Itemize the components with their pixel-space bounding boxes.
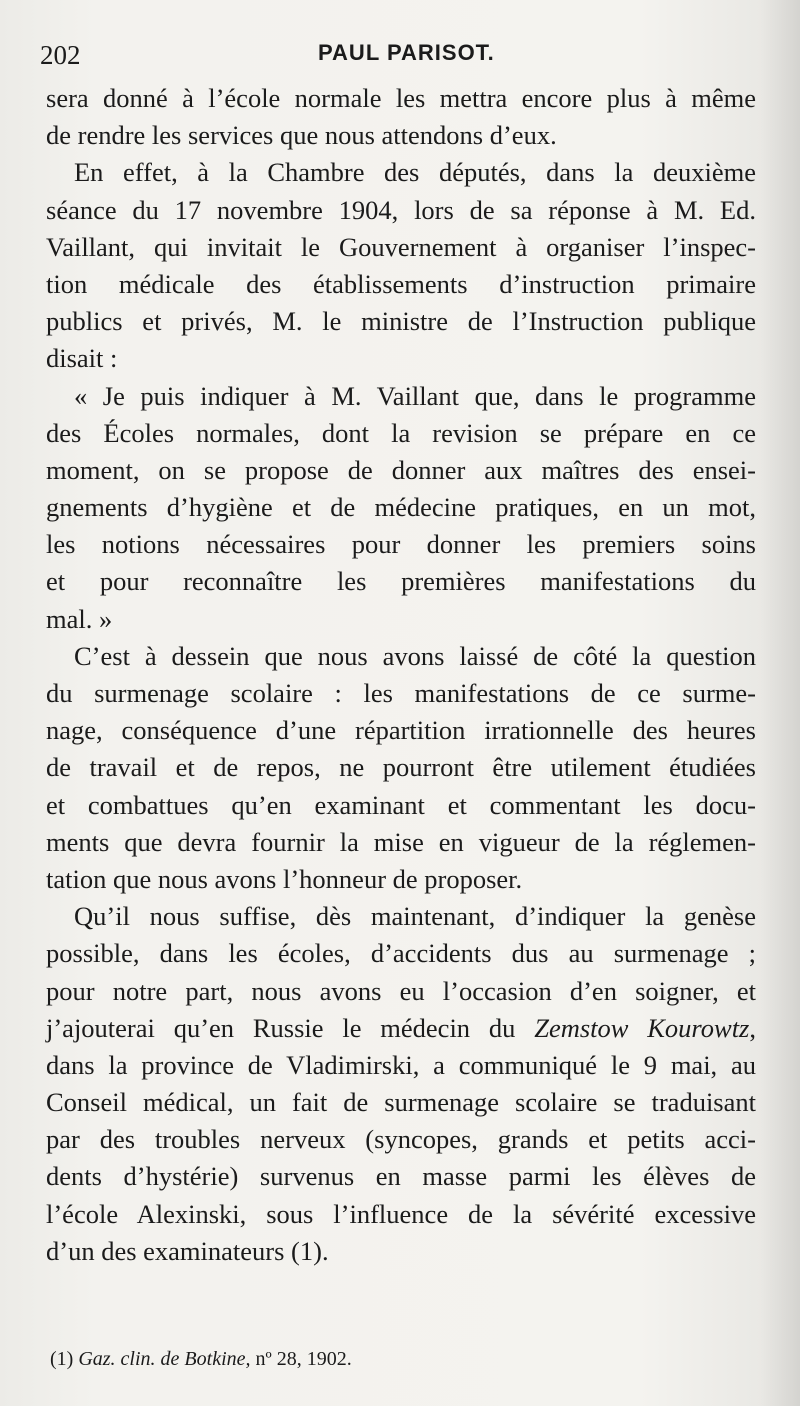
footnote: (1) Gaz. clin. de Botkine, nº 28, 1902. [50, 1348, 352, 1370]
text-line: C’est à dessein que nous avons laissé de côté la question [74, 640, 756, 671]
text-line: les notions nécessaires pour donner les premiers soins [46, 529, 756, 560]
text-line: et combattues qu’en examinant et commentant les docu- [46, 789, 756, 820]
page-edge-shadow [760, 0, 800, 1406]
text-line: de travail et de repos, ne pourront être utilement étudiées [46, 752, 756, 783]
text-line: moment, on se propose de donner aux maîtres des ensei- [46, 454, 756, 485]
text-line: tation que nous avons l’honneur de proposer. [46, 863, 523, 894]
text-line: Qu’il nous suffise, dès maintenant, d’indiquer la genèse [74, 901, 756, 932]
text-line: des Écoles normales, dont la revision se prépare en ce [46, 417, 756, 448]
text-line: de rendre les services que nous attendons d’eux. [46, 120, 557, 151]
running-head: PAUL PARISOT. [318, 40, 495, 65]
text-line: publics et privés, M. le ministre de l’Instruction publique [46, 306, 756, 337]
text-line: ments que devra fournir la mise en vigueur de la réglemen- [46, 826, 756, 857]
footnote-journal-title: Gaz. clin. de Botkine, [78, 1348, 251, 1370]
text-line: Vaillant, qui invitait le Gouvernement à organiser l’inspec- [46, 231, 756, 262]
text-line: l’école Alexinski, sous l’influence de la sévérité excessive [46, 1198, 756, 1229]
text-line: sera donné à l’école normale les mettra encore plus à même [46, 83, 756, 113]
text-line: mal. » [46, 603, 113, 634]
text-line: disait : [46, 343, 118, 374]
italic-name: Zemstow Kourowtz [534, 1012, 750, 1043]
text-line: tion médicale des établissements d’instruction primaire [46, 268, 756, 299]
page-header [40, 30, 760, 70]
text-line: par des troubles nerveux (syncopes, grands et petits acci- [46, 1124, 756, 1155]
body-text [46, 80, 756, 1270]
text-line: possible, dans les écoles, d’accidents dus au surmenage ; [46, 938, 756, 969]
text-line: et pour reconnaître les premières manifestations du [46, 566, 756, 597]
text-line: Conseil médical, un fait de surmenage scolaire se traduisant [46, 1087, 756, 1118]
page-number: 202 [40, 40, 81, 70]
text-line: « Je puis indiquer à M. Vaillant que, dans le programme [74, 380, 756, 411]
text-line: j’ajouterai qu’en Russie le médecin du Zemstow Kourowtz, [46, 1012, 756, 1043]
text-line: séance du 17 novembre 1904, lors de sa réponse à M. Ed. [46, 194, 756, 225]
text-line: gnements d’hygiène et de médecine pratiques, en un mot, [46, 492, 756, 523]
text-line: du surmenage scolaire : les manifestations de ce surme- [46, 678, 756, 708]
text-line: d’un des examinateurs (1). [46, 1235, 329, 1266]
text-line: En effet, à la Chambre des députés, dans la deuxième [74, 157, 756, 188]
text-line: dents d’hystérie) survenus en masse parmi les élèves de [46, 1161, 756, 1192]
text-line: nage, conséquence d’une répartition irrationnelle des heures [46, 715, 756, 746]
text-line: dans la province de Vladimirski, a communiqué le 9 mai, au [46, 1049, 756, 1080]
text-line: pour notre part, nous avons eu l’occasion d’en soigner, et [46, 975, 756, 1006]
